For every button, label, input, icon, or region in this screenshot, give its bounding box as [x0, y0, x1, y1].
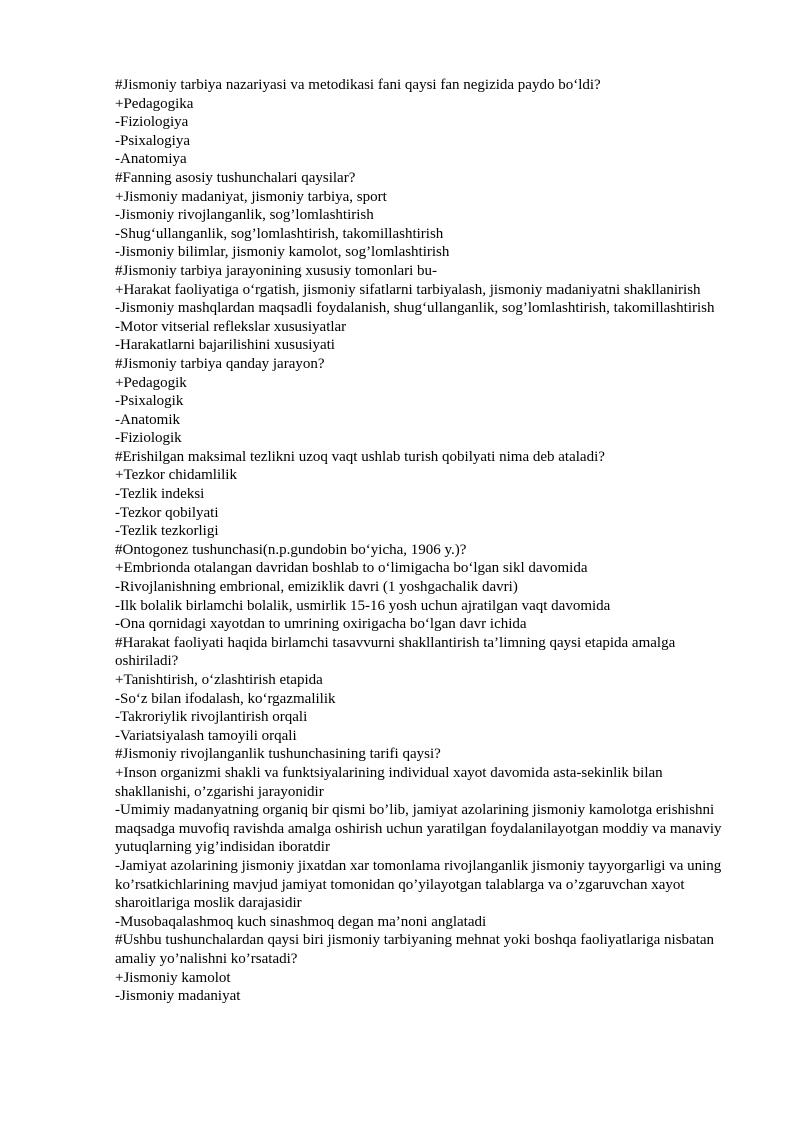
question-line: #Erishilgan maksimal tezlikni uzoq vaqt ushlab turish qobilyati nima deb ataladi? — [115, 448, 605, 465]
answer-option-line: -Jismoniy madaniyat — [115, 988, 241, 1005]
correct-answer-line: +Harakat faoliyatiga o‘rgatish, jismoniy sifatlarni tarbiyalash, jismoniy madaniyatni shakllanirish — [115, 281, 701, 298]
document-page — [115, 76, 735, 1006]
answer-option-line: -Anatomik — [115, 411, 180, 428]
question-line: #Jismoniy tarbiya jarayonining xususiy tomonlari bu- — [115, 262, 438, 279]
correct-answer-line: +Jismoniy madaniyat, jismoniy tarbiya, sport — [115, 188, 387, 205]
answer-option-line: -Umimiy madanyatning organiq bir qismi bo’lib, jamiyat azolarining jismoniy kamolotga erishishni maqsadga muvofiq ravishda amalga oshirish uchun yaratilgan foydalanilayotgan moddiy va manaviy yutuqlarning yig’indisidan iboratdir — [115, 802, 722, 856]
correct-answer-line: +Inson organizmi shakli va funktsiyalarining individual xayot davomida asta-sekinlik bilan shakllanishi, o’zgarishi jarayonidir — [115, 764, 663, 800]
correct-answer-line: +Jismoniy kamolot — [115, 969, 231, 986]
answer-option-line: -Rivojlanishning embrional, emiziklik davri (1 yoshgachalik davri) — [115, 579, 518, 596]
answer-option-line: -Jismoniy bilimlar, jismoniy kamolot, sog’lomlashtirish — [115, 244, 450, 261]
answer-option-line: -Musobaqalashmoq kuch sinashmoq degan ma’noni anglatadi — [115, 913, 487, 930]
question-line: #Jismoniy tarbiya qanday jarayon? — [115, 355, 325, 372]
answer-option-line: -Psixalogik — [115, 393, 184, 410]
answer-option-line: -Tezkor qobilyati — [115, 504, 219, 521]
answer-option-line: -Jismoniy mashqlardan maqsadli foydalanish, shug‘ullanganlik, sog’lomlashtirish, takomillashtirish — [115, 300, 715, 317]
answer-option-line: -Fiziologik — [115, 430, 182, 447]
question-line: #Harakat faoliyati haqida birlamchi tasavvurni shakllantirish ta’limning qaysi etapida amalga oshiriladi? — [115, 634, 676, 670]
correct-answer-line: +Pedagogik — [115, 374, 187, 391]
answer-option-line: -Tezlik tezkorligi — [115, 523, 219, 540]
answer-option-line: -Jamiyat azolarining jismoniy jixatdan xar tomonlama rivojlanganlik jismoniy tayyorgarligi va uning ko’rsatkichlarining mavjud jamiyat tomonidan qo’yilayotgan talablarga va o’zgaruvchan xayot sharoitlariga moslik darajasidir — [115, 857, 722, 912]
question-line: #Jismoniy rivojlanganlik tushunchasining tarifi qaysi? — [115, 746, 441, 763]
answer-option-line: -Takroriylik rivojlantirish orqali — [115, 709, 308, 726]
answer-option-line: -Variatsiyalash tamoyili orqali — [115, 727, 297, 744]
answer-option-line: -Motor vitserial reflekslar xususiyatlar — [115, 318, 347, 335]
answer-option-line: -So‘z bilan ifodalash, ko‘rgazmalilik — [115, 690, 336, 707]
question-line: #Jismoniy tarbiya nazariyasi va metodikasi fani qaysi fan negizida paydo bo‘ldi? — [115, 77, 601, 93]
answer-option-line: -Jismoniy rivojlanganlik, sog’lomlashtirish — [115, 207, 374, 224]
answer-option-line: -Ona qornidagi xayotdan to umrining oxirigacha bo‘lgan davr ichida — [115, 616, 527, 633]
question-line: #Ushbu tushunchalardan qaysi biri jismoniy tarbiyaning mehnat yoki boshqa faoliyatlariga nisbatan amaliy yo’nalishni ko’rsatadi? — [115, 932, 715, 967]
answer-option-line: -Psixalogiya — [115, 132, 190, 149]
question-line: #Ontogonez tushunchasi(n.p.gundobin bo‘yicha, 1906 y.)? — [115, 541, 467, 558]
question-line: #Fanning asosiy tushunchalari qaysilar? — [115, 169, 356, 186]
answer-option-line: -Shug‘ullanganlik, sog’lomlashtirish, takomillashtirish — [115, 225, 444, 242]
answer-option-line: -Fiziologiya — [115, 114, 189, 131]
correct-answer-line: +Tezkor chidamlilik — [115, 467, 237, 484]
answer-option-line: -Harakatlarni bajarilishini xususiyati — [115, 337, 335, 354]
answer-option-line: -Anatomiya — [115, 151, 187, 168]
correct-answer-line: +Tanishtirish, o‘zlashtirish etapida — [115, 672, 323, 688]
correct-answer-line: +Embrionda otalangan davridan boshlab to o‘limigacha bo‘lgan sikl davomida — [115, 560, 588, 577]
answer-option-line: -Tezlik indeksi — [115, 486, 205, 503]
correct-answer-line: +Pedagogika — [115, 95, 194, 112]
answer-option-line: -Ilk bolalik birlamchi bolalik, usmirlik 15-16 yosh uchun ajratilgan vaqt davomida — [115, 597, 611, 614]
